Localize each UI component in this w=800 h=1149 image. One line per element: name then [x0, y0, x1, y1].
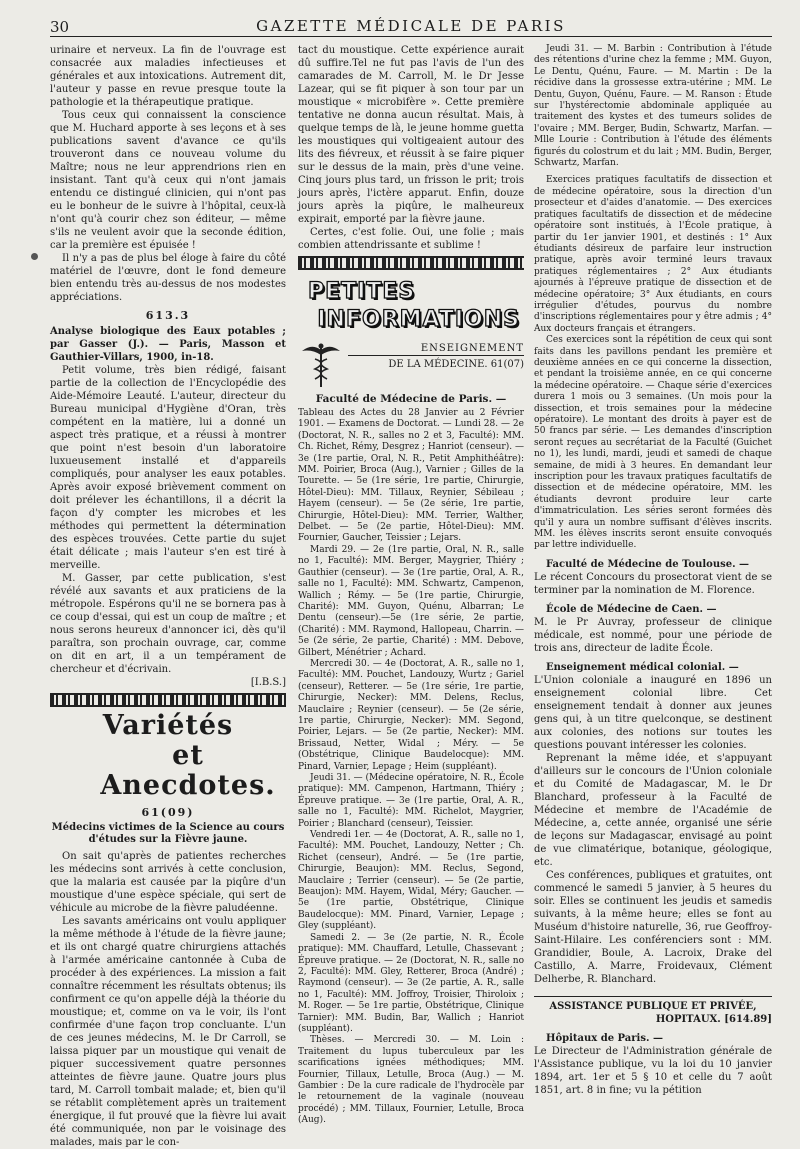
section-heading: École de Médecine de Caen. —	[546, 603, 717, 615]
article-title: Médecins victimes de la Science au cours d'études sur la Fièvre jaune.	[51, 822, 285, 845]
paragraph: M. Gasser, par cette publication, s'est révélé aux savants et aux praticiens de la métropole. Espérons qu'il ne se bornera pas à ce coup d'essai, qui est un coup de maître ; et nous serons heureux d'annoncer ici, dès qu'il paraîtra, son prochain ouvrage, car, comme on dit en art, il a un tempérament de chercheur et d'écrivain.	[50, 573, 286, 675]
paragraph: Les savants américains ont voulu appliquer la même méthode à l'étude de la fièvre jaune; et ils ont chargé quatre chirurgiens attachés à l'armée américaine cantonnée à Cuba de procéder à des expériences. La mission a fait connaître récemment les résultats obtenus; ils confirment ce qu'on appelle déjà la théorie du moustique; et, comme on va le voir, ils l'ont confirmée d'une façon trop concluante. L'un de ces jeunes médecins, M. le Dr Carroll, se laissa piquer par un moustique qui venait de piquer successivement quatre personnes atteintes de fièvre jaune. Quatre jours plus tard, M. Carroll tombait malade; et, bien qu'il se rétablit complètement après un traitement énergique, il fut prouvé que la fièvre lui avait été communiquée, non par le voisinage des malades, mais par le con-	[50, 916, 286, 1148]
paragraph: Tableau des Actes du 28 Janvier au 2 Février 1901. — Examens de Doctorat. — Lundi 28. — 2e (Doctorat, N. R., salles no 2 et 3, Faculté): MM. Ch. Richet, Rémy, Desgrez ; Hanriot (censeur). — 3e (1re partie, Oral, N. R., Petit Amphithéâtre): MM. Poirier, Broca (Aug.), Varnier ; Gilles de la Tourette. — 5e (1re série, 1re partie, Chirurgie, Hôtel-Dieu): MM. Tillaux, Reynier, Sébileau ; Hayem (censeur). — 5e (2e série, 1re partie, Chirurgie, Hôtel-Dieu): MM. Terrier, Walther, Delbet. — 5e (2e partie, Hôtel-Dieu): MM. Fournier, Gaucher, Teissier ; Lejars.	[298, 408, 524, 544]
ornamental-band	[298, 256, 524, 270]
ornamental-band	[50, 693, 286, 707]
paragraph: Ces exercices sont la répétition de ceux qui sont faits dans les pavillons pendant les première et deuxième années en ce qui concerne la dissection, et pendant la troisième année, en ce qui concerne la médecine opératoire. — Chaque série d'exercices durera 1 mois ou 3 semaines. (Un mois pour la dissection, et trois semaines pour la médecine opératoire). Le montant des droits à payer est de 50 francs par série. — Les demandes d'inscription seront reçues au secrétariat de la Faculté (Guichet no 1), les lundi, mardi, jeudi et samedi de chaque semaine, de midi à 3 heures. En demandant leur inscription pour les travaux pratiques facultatifs de dissection et de médecine opératoire, MM. les étudiants devront produire leur carte d'immatriculation. Les séries seront formées dès qu'il y aura un nombre suffisant d'élèves inscrits. MM. les élèves inscrits seront ensuite convoqués par lettre individuelle.	[534, 335, 772, 551]
heading-informations: INFORMATIONS	[317, 307, 520, 332]
paragraph: Thèses. — Mercredi 30. — M. Loin : Traitement du lupus tuberculeux par les scarifications ignées méthodiques; MM. Fournier, Tillaux, Letulle, Broca (Aug.) — M. Gambier : De la cure radicale de l'hydrocèle par le retournement de la vaginale (nouveau procédé) ; MM. Tillaux, Fournier, Letulle, Broca (Aug).	[298, 1035, 524, 1126]
paragraph: urinaire et nerveux. La fin de l'ouvrage est consacrée aux maladies infectieuses et générales et aux intoxications. Autrement dit, l'auteur y passe en revue presque toute la pathologie et la thérapeutique pratique.	[50, 45, 286, 108]
paragraph: Jeudi 31. — M. Barbin : Contribution à l'étude des rétentions d'urine chez la femme ; MM. Guyon, Le Dentu, Quénu, Faure. — M. Martin : De la récidive dans la grossesse extra-utérine ; MM. Le Dentu, Guyon, Quénu, Faure. — M. Ranson : Étude sur l'hystérectomie abdominale appliquée au traitement des kystes et des tumeurs solides de l'ovaire ; MM. Berger, Budin, Schwartz, Marfan. — Mlle Lourie : Contribution à l'étude des éléments figurés du colostrum et du lait ; MM. Budin, Berger, Schwartz, Marfan.	[534, 44, 772, 169]
section-heading: Enseignement médical colonial. —	[546, 661, 739, 673]
paragraph: Le récent Concours du prosectorat vient de se terminer par la nomination de M. Florence.	[534, 571, 772, 596]
page-header	[50, 10, 772, 37]
paragraph: L'Union coloniale a inauguré en 1896 un enseignement colonial libre. Cet enseignement tendait à donner aux jeunes gens qui, à un titre quelconque, se destinent aux colonies, des notions sur toutes les questions pouvant intéresser les colonies.	[534, 674, 772, 751]
heading-row	[298, 355, 524, 389]
margin-dot	[31, 253, 38, 260]
book-title: Analyse biologique des Eaux potables ; par Gasser (J.). — Paris, Masson et Gauthier-Villars, 1900, in-18.	[50, 326, 286, 363]
heading-hopitaux: HOPITAUX. [614.89]	[655, 1013, 772, 1025]
column-left	[50, 44, 286, 1148]
paragraph: Il n'y a pas de plus bel éloge à faire du côté matériel de l'œuvre, dont le fond demeure bien entendu très au-dessus de nos modestes appréciations.	[50, 253, 286, 303]
section-heading: Hôpitaux de Paris. —	[546, 1032, 663, 1044]
paragraph: Petit volume, très bien rédigé, faisant partie de la collection de l'Encyclopédie des Aide-Mémoire Leauté. L'auteur, directeur du Bureau municipal d'Hygiène d'Oran, très compétent en la matière, lui a donné un aspect très pratique, et a réussi à montrer que point n'est besoin d'un laboratoire luxueusement installé et d'appareils compliqués, pour analyser les eaux potables. Après avoir exposé brièvement comment on doit prélever les échantillons, il a décrit la façon d'y compter les microbes et les méthodes qui permettent la détermination des espèces trouvées. Cette partie du sujet était délicate ; mais l'auteur s'en est tiré à merveille.	[50, 365, 286, 571]
signature: [I.B.S.]	[250, 677, 286, 688]
classification-number: 613.3	[145, 309, 191, 322]
page-number: 30	[50, 18, 70, 36]
column-middle	[298, 44, 524, 1126]
faculty-heading: Faculté de Médecine de Paris. —	[315, 393, 507, 405]
paragraph: Vendredi 1er. — 4e (Doctorat, A. R., salle no 1, Faculté): MM. Pouchet, Landouzy, Netter ; Ch. Richet (censeur), André. — 5e (1re partie, Chirurgie, Beaujon): MM. Reclus, Segond, Mauclaire ; Terrier (censeur). — 5e (2e partie, Beaujon): MM. Hayem, Widal, Méry; Gaucher. — 5e (1re partie, Obstétrique, Clinique Baudelocque): MM. Pinard, Varnier, Lepage ; Gley (suppléant).	[298, 830, 524, 932]
paragraph: M. le Pr Auvray, professeur de clinique médicale, est nommé, pour une période de trois ans, directeur de ladite École.	[534, 616, 772, 654]
classification-number: 61(09)	[141, 806, 195, 819]
section-title-varietes: Variétés	[102, 710, 234, 741]
column-right	[534, 44, 772, 1096]
paragraph: Jeudi 31. — (Médecine opératoire, N. R., École pratique): MM. Campenon, Hartmann, Thiéry ; Épreuve pratique. — 3e (1re partie, Oral, A. R., salle no 1, Faculté): MM. Richelot, Maygrier, Poirier ; Blanchard (censeur), Teissier.	[298, 773, 524, 829]
paragraph: Mardi 29. — 2e (1re partie, Oral, N. R., salle no 1, Faculté): MM. Berger, Maygrier, Thiéry ; Gauthier (censeur). — 3e (1re partie, Oral, A. R., salle no 1, Faculté): MM. Schwartz, Campenon, Wallich ; Rémy. — 5e (1re partie, Chirurgie, Charité): MM. Guyon, Quénu, Albarran; Le Dentu (censeur).—5e (1re série, 2e partie, (Charité) : MM. Raymond, Hallopeau, Charrin. — 5e (2e série, 2e partie, Charité) : MM. Debove, Gilbert, Ménétrier ; Achard.	[298, 544, 524, 658]
heading-petites: PETITES	[308, 279, 416, 304]
paragraph: Exercices pratiques facultatifs de dissection et de médecine opératoire, sous la direction d'un prosecteur et d'aides d'anatomie. — Des exercices pratiques facultatifs de dissection et de médecine opératoire sont institués, à l'École pratique, à partir du 1er janvier 1901, et destinés : 1° Aux étudiants désireux de parfaire leur instruction pratique, après avoir terminé leurs travaux pratiques réglementaires ; 2° Aux étudiants ajournés à l'épreuve pratique de dissection et de médecine opératoire; 3° Aux étudiants, en cours irrégulier d'études, pourvus du nombre d'inscriptions réglementaires pour y être admis ; 4° Aux docteurs français et étrangers.	[534, 175, 772, 334]
heading-assistance: ASSISTANCE PUBLIQUE ET PRIVÉE,	[534, 996, 772, 1013]
journal-title: GAZETTE MÉDICALE DE PARIS	[256, 17, 566, 35]
section-title-anecdotes: et Anecdotes.	[100, 740, 276, 801]
paragraph: Samedi 2. — 3e (2e partie, N. R., École pratique): MM. Chauffard, Letulle, Chassevant ; Épreuve pratique. — 2e (Doctorat, N. R., salle no 2, Faculté): MM. Gley, Retterer, Broca (André) ; Raymond (censeur). — 3e (2e partie, A. R., salle no 1, Faculté): MM. Joffroy, Troisier, Thiroloix ; M. Roger. — 5e 1re partie, Obstétrique, Clinique Tarnier): MM. Budin, Bar, Wallich ; Hanriot (suppléant).	[298, 932, 524, 1034]
paragraph: Tous ceux qui connaissent la conscience que M. Huchard apporte à ses leçons et à ses publications savent d'avance ce qu'ils trouveront dans ce nouveau volume du Maître; nous ne leur apprendrions rien en insistant. Tant qu'à ceux qui n'ont jamais entendu ce distingué clinicien, qui n'ont pas eu le bonheur de le suivre à l'hôpital, ceux-là n'ont qu'à courir chez son éditeur, — même s'ils ne veulent avoir que la seconde édition, car la première est épuisée !	[50, 110, 286, 251]
heading-enseignement: ENSEIGNEMENT	[420, 343, 524, 354]
paragraph: Ces conférences, publiques et gratuites, ont commencé le samedi 5 janvier, à 5 heures du soir. Elles se continuent les jeudis et samedis suivants, à la même heure; elles se font au Muséum d'histoire naturelle, 36, rue Geoffroy-Saint-Hilaire. Les conférenciers sont : MM. Grandidier, Boule, A. Lacroix, Drake del Castillo, A. Marre, Froidevaux, Clément Delherbe, R. Blanchard.	[534, 869, 772, 985]
section-heading: Faculté de Médecine de Toulouse. —	[546, 558, 750, 570]
paragraph: Reprenant la même idée, et s'appuyant d'ailleurs sur le concours de l'Union coloniale et du Comité de Madagascar, M. le Dr Blanchard, professeur à la Faculté de Médecine et membre de l'Académie de Médecine, a, cette année, organisé une série de leçons sur Madagascar, envisagé au point de vue climatérique, botanique, géologique, etc.	[534, 752, 772, 868]
caduceus-icon	[298, 341, 344, 389]
heading-medecine: DE LA MÉDECINE. 61(07)	[348, 355, 524, 371]
paragraph: Le Directeur de l'Administration générale de l'Assistance publique, vu la loi du 10 janvier 1894, art. 1er et 5 § 10 et celle du 7 août 1851, art. 8 in fine; vu la pétition	[534, 1045, 772, 1096]
paragraph: Certes, c'est folie. Oui, une folie ; mais combien attendrissante et sublime !	[298, 227, 524, 251]
paragraph: tact du moustique. Cette expérience aurait dû suffire.Tel ne fut pas l'avis de l'un des camarades de M. Carroll, M. le Dr Jesse Lazear, qui se fit piquer à son tour par un moustique « microbifère ». Cette première tentative ne donna aucun résultat. Mais, à quelque temps de là, le jeune homme guetta les moustiques qui voltigeaient autour des lits des fiévreux, et réussit à se faire piquer sur le dessus de la main, près d'une veine. Cinq jours plus tard, un frisson le prit; trois jours après, l'ictère apparut. Enfin, douze jours après la piqûre, le malheureux expirait, emporté par la fièvre jaune.	[298, 45, 524, 225]
paragraph: Mercredi 30. — 4e (Doctorat, A. R., salle no 1, Faculté): MM. Pouchet, Landouzy, Wurtz ; Gariel (censeur), Retterer. — 5e (1re série, 1re partie, Chirurgie, Necker): MM. Delens, Reclus, Mauclaire ; Reynier (censeur). — 5e (2e série, 1re partie, Chirurgie, Necker): MM. Segond, Poirier, Lejars. — 5e (2e partie, Necker): MM. Brissaud, Netter, Widal ; Méry. — 5e (Obstétrique, Clinique Baudelocque): MM. Pinard, Varnier, Lepage ; Heim (suppléant).	[298, 658, 524, 772]
paragraph: On sait qu'après de patientes recherches les médecins sont arrivés à cette conclusion, que la malaria est causée par la piqûre d'un moustique d'une espèce spéciale, qui sert de véhicule au microbe de la fièvre paludéenne.	[50, 851, 286, 914]
